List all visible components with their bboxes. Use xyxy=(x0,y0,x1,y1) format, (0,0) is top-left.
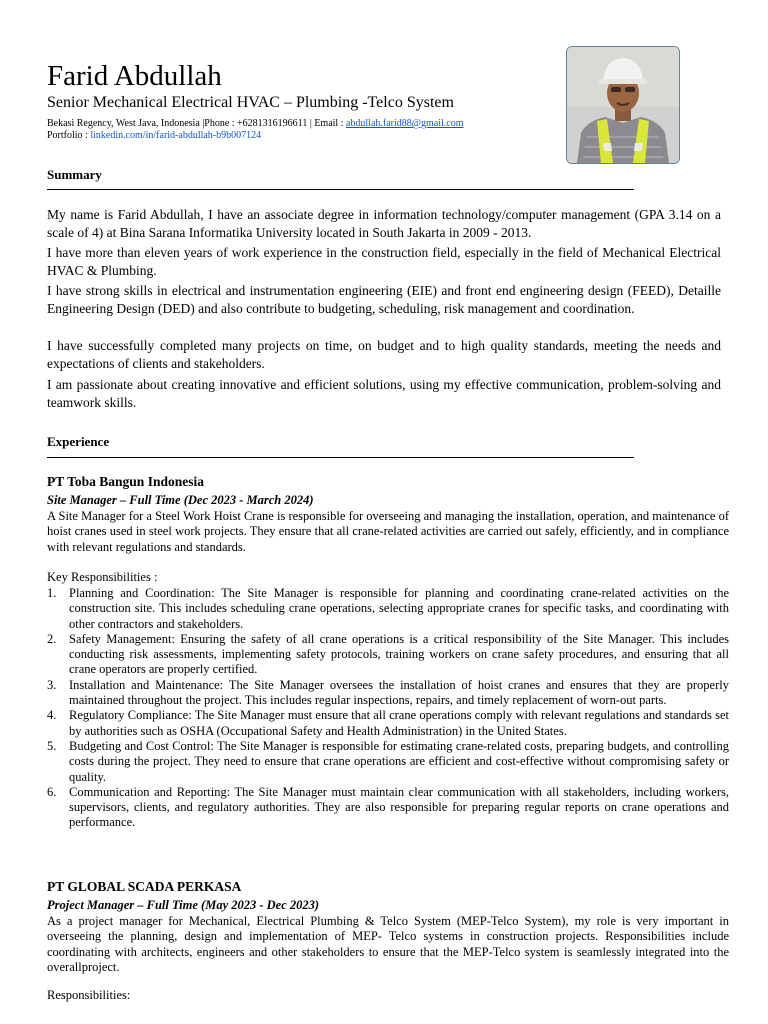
list-item-number: 2. xyxy=(47,631,57,646)
list-item-text: Installation and Maintenance: The Site Manager oversees the installation of hoist cranes and ensures that they are properly maintained throughout the project. This includes regular inspections, repairs, and timely replacement of worn-out parts. xyxy=(69,677,729,708)
portfolio-label: Portfolio : xyxy=(47,130,91,141)
job-company: PT Toba Bangun Indonesia xyxy=(47,474,204,489)
summary-paragraph: I have more than eleven years of work experience in the construction field, especially in the field of Mechanical Electrical HVAC & Plumbing. xyxy=(47,245,721,278)
summary-paragraph: My name is Farid Abdullah, I have an associate degree in information technology/computer management (GPA 3.14 on a scale of 4) at Bina Sarana Informatika University located in South Jakarta in 2009 - 2013. xyxy=(47,207,721,240)
list-item-text: Planning and Coordination: The Site Manager is responsible for planning and coordinating crane-related activities on the construction site. This includes scheduling crane operations, selecting appropriate cranes for specific tasks, and coordinating with other contractors and stakeholders. xyxy=(69,586,729,631)
list-item xyxy=(47,785,729,831)
email-link[interactable]: abdullah.farid88@gmail.com xyxy=(345,118,464,129)
responsibility-list xyxy=(47,586,729,831)
list-item-number: 1. xyxy=(47,586,57,600)
list-item-text: Budgeting and Cost Control: The Site Manager is responsible for estimating crane-related costs, preparing budgets, and controlling costs during the project. They need to ensure that crane operations are efficient and cost-effective without compromising safety or quality. xyxy=(69,738,729,784)
candidate-title: Senior Mechanical Electrical HVAC – Plumbing -Telco System xyxy=(47,94,454,111)
job-description: As a project manager for Mechanical, Electrical Plumbing & Telco System (MEP-Telco System), my role is very important in overseeing the planning, design and implementation of MEP- Telco systems in construction projects. Responsibilities include coordinating with architects, engineers and other stakeholders to ensure that the MEP-Telco system is seamlessly integrated into the overallproject. xyxy=(47,914,729,974)
summary-paragraph: I have successfully completed many projects on time, on budget and to high quality standards, meeting the needs and expectations of clients and stakeholders. xyxy=(47,338,721,371)
summary-paragraph: I have strong skills in electrical and instrumentation engineering (EIE) and front end engineering design (FEED), Detaille Engineering Design (DED) and also contribute to budgeting, scheduling, risk management and coordination. xyxy=(47,283,721,316)
job-description: A Site Manager for a Steel Work Hoist Crane is responsible for overseeing and managing the installation, operation, and maintenance of hoist cranes used in steel work projects. They ensure that all crane-related activities are carried out safely, efficiently, and in compliance with relevant regulations and standards. xyxy=(47,509,729,554)
job-role: Site Manager – Full Time (Dec 2023 - March 2024) xyxy=(47,493,314,507)
candidate-name: Farid Abdullah xyxy=(47,60,222,92)
job-list-heading: Key Responsibilities : xyxy=(47,570,158,584)
experience-heading: Experience xyxy=(47,434,110,449)
list-item xyxy=(47,586,729,632)
list-item xyxy=(47,678,729,709)
list-item xyxy=(47,708,729,739)
list-item-text: Regulatory Compliance: The Site Manager must ensure that all crane operations comply with relevant regulations and standards set by authorities such as OSHA (Occupational Safety and Health Administration) in the United States. xyxy=(69,708,729,738)
summary-divider xyxy=(47,189,634,190)
list-item-number: 6. xyxy=(47,784,57,799)
experience-divider xyxy=(47,457,634,458)
summary-paragraph: I am passionate about creating innovative and efficient solutions, using my effective communication, problem-solving and teamwork skills. xyxy=(47,377,721,410)
job-company: PT GLOBAL SCADA PERKASA xyxy=(47,879,242,894)
list-item-number: 3. xyxy=(47,677,57,692)
portfolio-line xyxy=(47,130,261,142)
contact-line xyxy=(47,118,464,130)
summary-heading: Summary xyxy=(47,167,102,182)
list-item xyxy=(47,632,729,678)
list-item-text: Communication and Reporting: The Site Manager must maintain clear communication with all stakeholders, including workers, supervisors, clients, and regulatory authorities. They are also responsible for preparing regular reports on crane operations and performance. xyxy=(69,784,729,830)
contact-text: Bekasi Regency, West Java, Indonesia |Phone : +6281316196611 | Email : xyxy=(47,118,346,129)
list-item xyxy=(47,739,729,785)
list-item-number: 4. xyxy=(47,708,57,723)
portfolio-link[interactable]: linkedin.com/in/farid-abdullah-b9b007124 xyxy=(90,130,262,141)
job-role: Project Manager – Full Time (May 2023 - Dec 2023) xyxy=(47,898,320,912)
profile-photo-image xyxy=(567,47,679,163)
list-item-number: 5. xyxy=(47,738,57,753)
profile-photo xyxy=(566,46,680,164)
job-list-heading: Responsibilities: xyxy=(47,988,131,1002)
list-item-text: Safety Management: Ensuring the safety of all crane operations is a critical responsibility of the Site Manager. This includes conducting risk assessments, implementing safety protocols, training workers on crane safety procedures, and ensuring that all crane operators are properly certified. xyxy=(69,631,729,677)
